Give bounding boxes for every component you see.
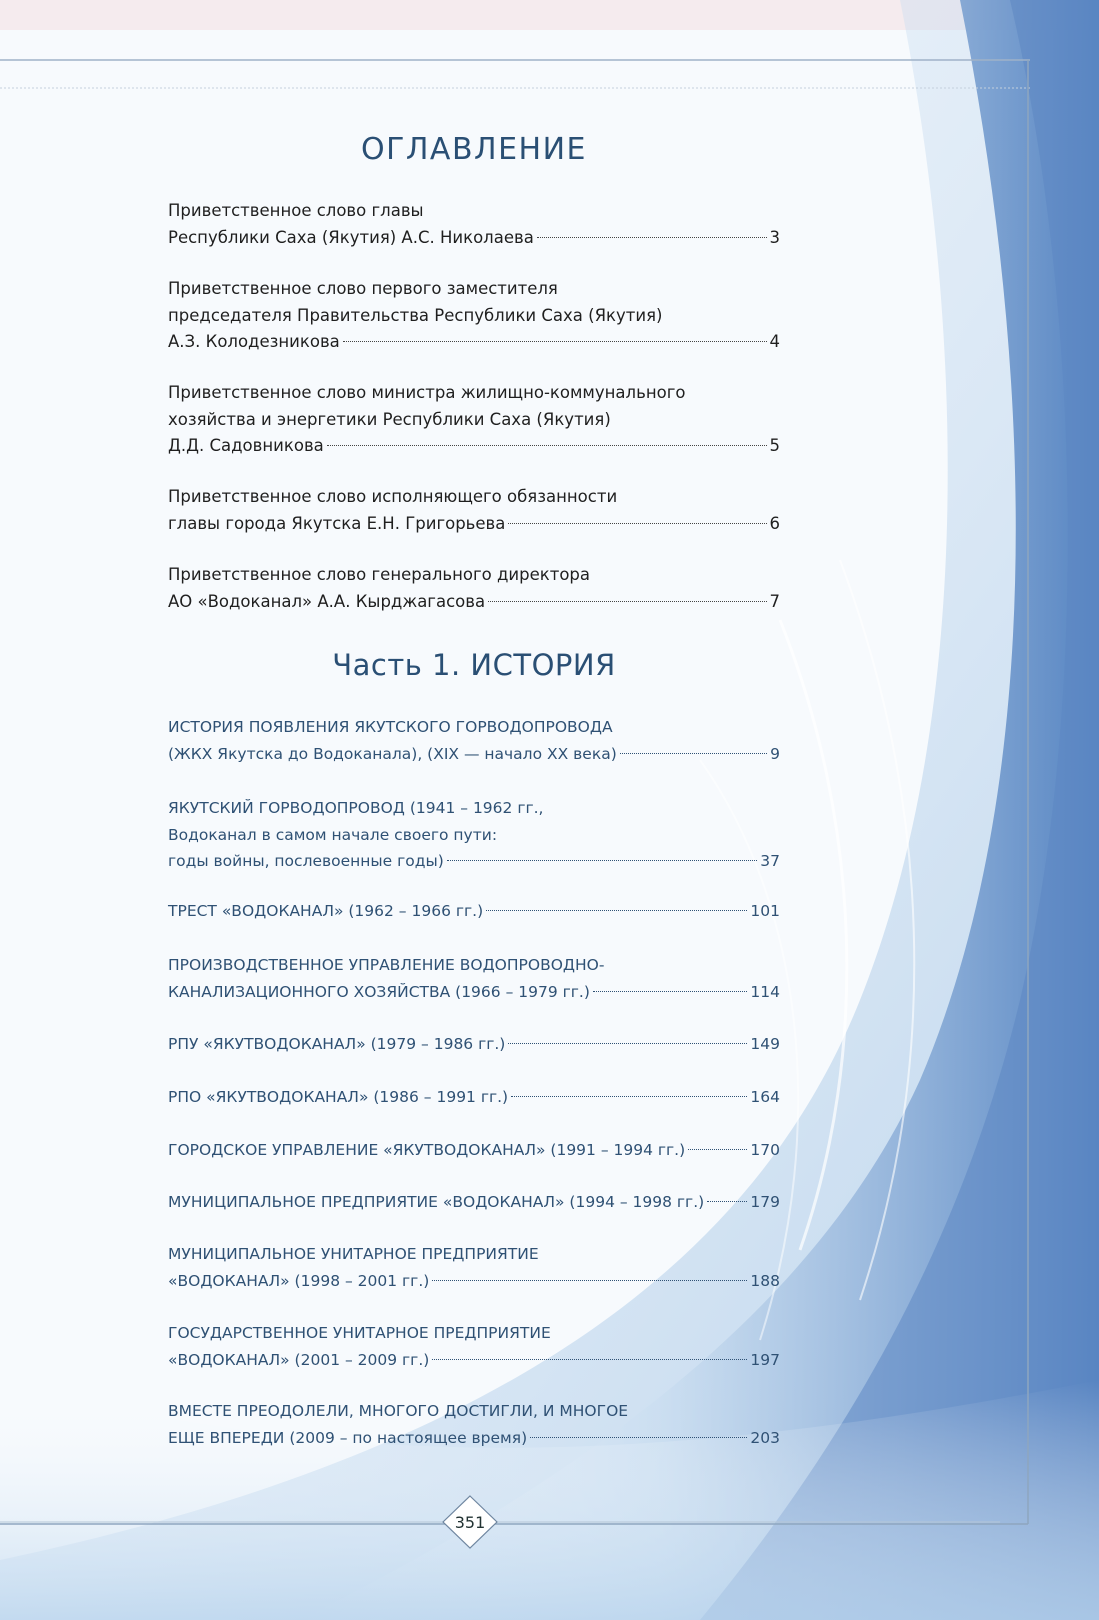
toc-entry-last-line — [168, 1084, 780, 1111]
toc-entry[interactable] — [168, 1241, 780, 1294]
toc-entry-title: Д.Д. Садовникова — [168, 436, 324, 455]
part-title: Часть 1. ИСТОРИЯ — [332, 648, 616, 682]
page-number: 351 — [454, 1513, 486, 1532]
toc-entry-title: КАНАЛИЗАЦИОННОГО ХОЗЯЙСТВА (1966 – 1979 гг.) — [168, 982, 590, 1001]
dot-leader — [508, 523, 766, 524]
toc-entry-line: ПРОИЗВОДСТВЕННОЕ УПРАВЛЕНИЕ ВОДОПРОВОДНО- — [168, 956, 605, 974]
toc-entry[interactable] — [168, 714, 780, 767]
toc-entry-last-line — [168, 898, 780, 925]
toc-page-number: 203 — [750, 1428, 780, 1447]
toc-page-number: 114 — [750, 982, 780, 1001]
toc-entry-last-line — [168, 741, 780, 768]
dot-leader — [688, 1149, 747, 1150]
toc-entry-line: ГОСУДАРСТВЕННОЕ УНИТАРНОЕ ПРЕДПРИЯТИЕ — [168, 1324, 551, 1342]
toc-entry-last-line — [168, 589, 780, 616]
toc-page-number: 170 — [750, 1141, 780, 1159]
toc-entry-line: Водоканал в самом начале своего пути: — [168, 825, 498, 844]
toc-entry-title: «ВОДОКАНАЛ» (2001 – 2009 гг.) — [168, 1350, 430, 1369]
toc-entry-title: ЕЩЕ ВПЕРЕДИ (2009 – по настоящее время) — [168, 1428, 528, 1447]
toc-entry[interactable] — [168, 1137, 780, 1164]
toc-entry-last-line — [168, 979, 780, 1006]
toc-entry-last-line — [168, 433, 780, 460]
toc-page-number: 5 — [769, 436, 780, 455]
dot-leader — [343, 341, 767, 342]
toc-entry-title: главы города Якутска Е.Н. Григорьева — [168, 513, 506, 533]
toc-entry-last-line — [168, 848, 780, 875]
dot-leader — [511, 1096, 747, 1097]
toc-entry[interactable] — [168, 1084, 780, 1111]
dot-leader — [537, 237, 767, 238]
toc-page-number: 37 — [760, 852, 780, 870]
dot-leader — [488, 601, 766, 602]
toc-entry-title: (ЖКХ Якутска до Водоканала), (XIX — начало XX века) — [168, 744, 617, 763]
toc-entry-title: годы войны, послевоенные годы) — [168, 852, 444, 870]
toc-entry[interactable] — [168, 1031, 780, 1058]
dot-leader — [432, 1280, 747, 1281]
toc-page-number: 6 — [769, 513, 780, 533]
toc-entry-last-line — [168, 1137, 780, 1164]
toc-entry-last-line — [168, 1031, 780, 1058]
dot-leader — [447, 860, 758, 861]
dot-leader — [530, 1437, 747, 1438]
toc-page-number: 3 — [769, 227, 780, 247]
dot-leader — [432, 1359, 747, 1360]
toc-entry-last-line — [168, 1189, 780, 1216]
toc-entry[interactable] — [168, 1320, 780, 1373]
toc-entry-title: ТРЕСТ «ВОДОКАНАЛ» (1962 – 1966 гг.) — [168, 902, 484, 920]
toc-page-number: 101 — [750, 902, 780, 920]
dot-leader — [508, 1043, 747, 1044]
toc-entry[interactable] — [168, 276, 780, 356]
toc-entry-last-line — [168, 329, 780, 356]
dot-leader — [486, 910, 747, 911]
toc-entry-title: АО «Водоканал» А.А. Кырджагасова — [168, 591, 486, 611]
toc-entry[interactable] — [168, 380, 780, 460]
toc-entry-line: Приветственное слово исполняющего обязанности — [168, 487, 618, 506]
toc-entry-line: ЯКУТСКИЙ ГОРВОДОПРОВОД (1941 – 1962 гг., — [168, 799, 544, 817]
toc-entry-last-line — [168, 511, 780, 538]
toc-entry-title: РПО «ЯКУТВОДОКАНАЛ» (1986 – 1991 гг.) — [168, 1088, 509, 1106]
toc-entry[interactable] — [168, 952, 780, 1005]
toc-entry-line: председателя Правительства Республики Саха (Якутия) — [168, 305, 663, 325]
toc-entry-line: Приветственное слово главы — [168, 201, 424, 220]
dot-leader — [707, 1201, 747, 1202]
toc-entry[interactable] — [168, 898, 780, 925]
toc-entry[interactable] — [168, 1398, 780, 1451]
toc-entry[interactable] — [168, 1189, 780, 1216]
toc-entry-title: МУНИЦИПАЛЬНОЕ ПРЕДПРИЯТИЕ «ВОДОКАНАЛ» (1994 – 1998 гг.) — [168, 1193, 705, 1211]
toc-page-number: 4 — [769, 332, 780, 351]
toc-entry[interactable] — [168, 484, 780, 537]
dot-leader — [327, 445, 767, 446]
toc-entry-title: ГОРОДСКОЕ УПРАВЛЕНИЕ «ЯКУТВОДОКАНАЛ» (1991 – 1994 гг.) — [168, 1141, 686, 1159]
toc-entry-last-line — [168, 1268, 780, 1295]
toc-entry-line: ВМЕСТЕ ПРЕОДОЛЕЛИ, МНОГОГО ДОСТИГЛИ, И МНОГОЕ — [168, 1402, 629, 1420]
toc-entry-title: РПУ «ЯКУТВОДОКАНАЛ» (1979 – 1986 гг.) — [168, 1035, 506, 1053]
toc-entry-title: А.З. Колодезникова — [168, 332, 340, 351]
toc-entry-line: хозяйства и энергетики Республики Саха (Якутия) — [168, 409, 611, 429]
toc-entry[interactable] — [168, 198, 780, 251]
toc-page-number: 164 — [750, 1088, 780, 1106]
toc-entry-title: Республики Саха (Якутия) А.С. Николаева — [168, 227, 534, 247]
toc-page-number: 9 — [770, 744, 780, 763]
toc-page-number: 197 — [750, 1350, 780, 1369]
toc-entry-line: Приветственное слово генерального директора — [168, 565, 591, 584]
toc-entry-title: «ВОДОКАНАЛ» (1998 – 2001 гг.) — [168, 1271, 430, 1290]
toc-title: ОГЛАВЛЕНИЕ — [360, 132, 588, 167]
toc-entry-last-line — [168, 225, 780, 252]
dot-leader — [620, 753, 767, 754]
toc-entry-last-line — [168, 1347, 780, 1374]
toc-page-number: 188 — [750, 1271, 780, 1290]
toc-entry[interactable] — [168, 795, 780, 875]
toc-entry-last-line — [168, 1425, 780, 1452]
toc-page-number: 149 — [750, 1035, 780, 1053]
toc-entry-line: Приветственное слово министра жилищно-коммунального — [168, 383, 686, 402]
toc-entry-line: МУНИЦИПАЛЬНОЕ УНИТАРНОЕ ПРЕДПРИЯТИЕ — [168, 1245, 539, 1263]
toc-entry[interactable] — [168, 562, 780, 615]
toc-page-number: 179 — [750, 1193, 780, 1211]
dot-leader — [593, 991, 748, 992]
toc-entry-line: Приветственное слово первого заместителя — [168, 279, 558, 298]
toc-page-number: 7 — [769, 591, 780, 611]
toc-entry-line: ИСТОРИЯ ПОЯВЛЕНИЯ ЯКУТСКОГО ГОРВОДОПРОВОДА — [168, 718, 613, 736]
